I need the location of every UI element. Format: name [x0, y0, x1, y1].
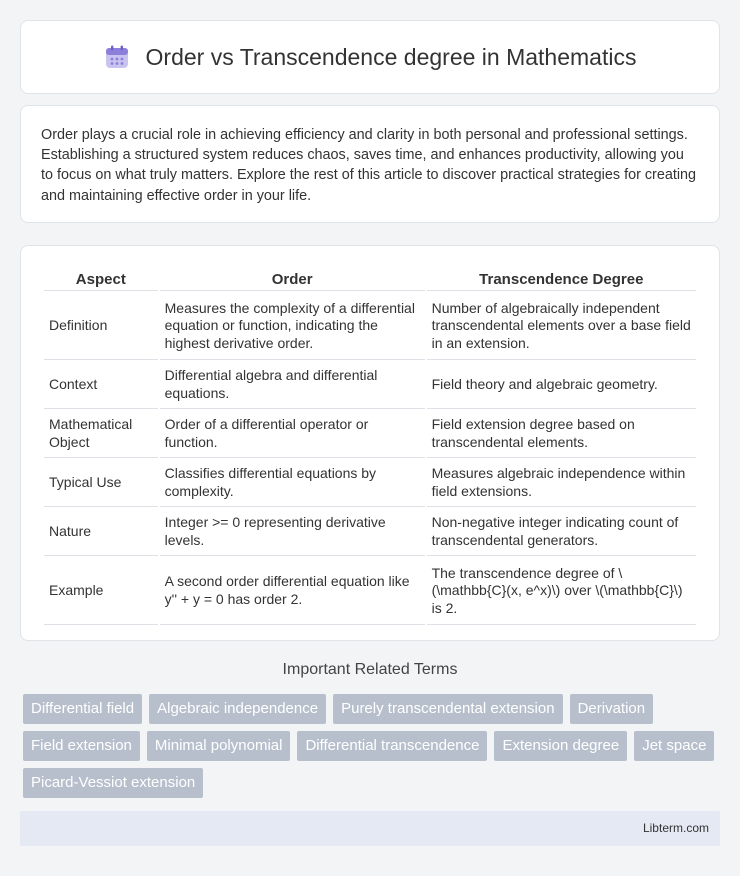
footer-site-link[interactable]: Libterm.com: [642, 821, 709, 835]
related-terms-list: [23, 694, 723, 798]
table-cell: Typical Use: [44, 460, 158, 507]
comparison-card: [20, 245, 720, 641]
footer: [20, 811, 720, 846]
table-cell: Example: [44, 558, 158, 625]
table-row: [44, 509, 696, 556]
table-row: [44, 411, 696, 458]
column-header-order: Order: [160, 268, 425, 291]
table-row: [44, 293, 696, 360]
page-title: Order vs Transcendence degree in Mathematics: [145, 43, 637, 70]
related-term-tag[interactable]: Jet space: [634, 731, 714, 761]
table-cell: Number of algebraically independent transcendental elements over a base field in an extension.: [427, 293, 696, 360]
table-cell: Field theory and algebraic geometry.: [427, 362, 696, 409]
table-cell: Mathematical Object: [44, 411, 158, 458]
comparison-table: [42, 266, 698, 627]
column-header-transcendence: Transcendence Degree: [427, 268, 696, 291]
table-cell: Measures the complexity of a differential equation or function, indicating the highest derivative order.: [160, 293, 425, 360]
related-term-tag[interactable]: Algebraic independence: [149, 694, 326, 724]
related-term-tag[interactable]: Derivation: [570, 694, 654, 724]
table-cell: Classifies differential equations by complexity.: [160, 460, 425, 507]
intro-text: Order plays a crucial role in achieving efficiency and clarity in both personal and professional settings. Establishing a structured system reduces chaos, saves time, and enhances productivity, allowing you to focus on what truly matters. Explore the rest of this article to discover practical strategies for creating and maintaining effective order in your life.: [41, 127, 697, 204]
related-term-tag[interactable]: Differential transcendence: [297, 731, 487, 761]
table-cell: Definition: [44, 293, 158, 360]
intro-card: [20, 105, 720, 223]
related-term-tag[interactable]: Extension degree: [494, 731, 627, 761]
table-cell: Context: [44, 362, 158, 409]
header-card: [20, 20, 720, 94]
related-term-tag[interactable]: Field extension: [23, 731, 140, 761]
table-cell: Field extension degree based on transcendental elements.: [427, 411, 696, 458]
table-cell: The transcendence degree of \(\mathbb{C}(x, e^x)\) over \(\mathbb{C}\) is 2.: [427, 558, 696, 625]
column-header-aspect: Aspect: [44, 268, 158, 291]
related-term-tag[interactable]: Picard-Vessiot extension: [23, 768, 203, 798]
related-term-tag[interactable]: Differential field: [23, 694, 142, 724]
table-header-row: [44, 268, 696, 291]
table-cell: Measures algebraic independence within field extensions.: [427, 460, 696, 507]
table-row: [44, 362, 696, 409]
table-cell: Integer >= 0 representing derivative levels.: [160, 509, 425, 556]
related-terms-title: Important Related Terms: [282, 661, 458, 678]
table-cell: Differential algebra and differential equations.: [160, 362, 425, 409]
table-cell: Non-negative integer indicating count of transcendental generators.: [427, 509, 696, 556]
calendar-icon: [104, 44, 130, 70]
table-row: [44, 460, 696, 507]
table-cell: Order of a differential operator or function.: [160, 411, 425, 458]
related-term-tag[interactable]: Minimal polynomial: [147, 731, 291, 761]
related-term-tag[interactable]: Purely transcendental extension: [333, 694, 562, 724]
table-cell: A second order differential equation like y'' + y = 0 has order 2.: [160, 558, 425, 625]
table-row: [44, 558, 696, 625]
table-cell: Nature: [44, 509, 158, 556]
